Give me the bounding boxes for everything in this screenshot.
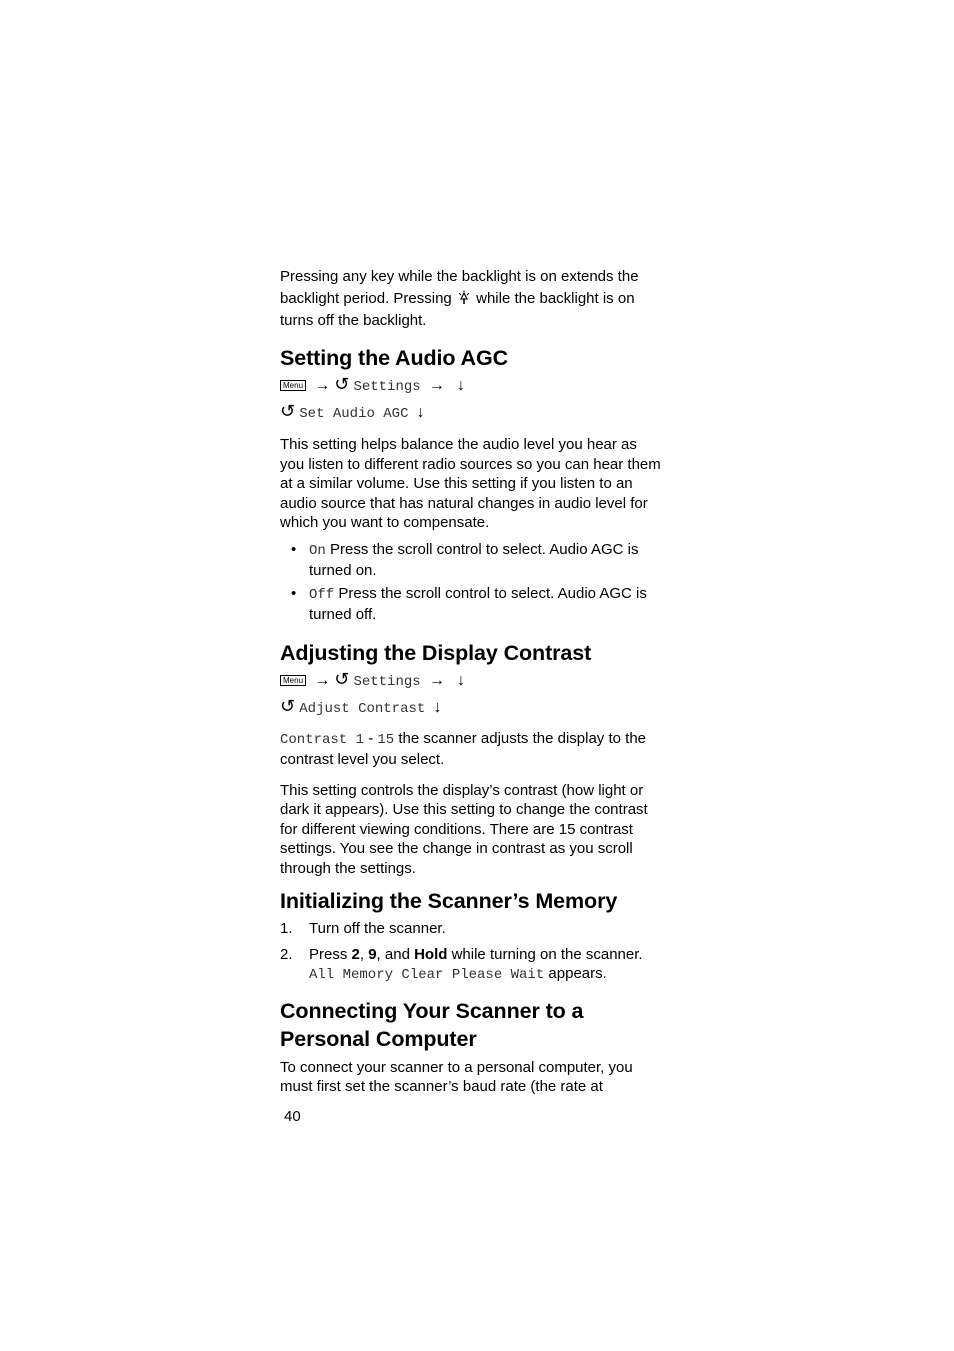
contrast-range-text: the scanner adjusts the display to the contrast level you select. [280, 729, 646, 768]
contrast-range-sep: - [368, 729, 374, 747]
backlight-icon [456, 290, 472, 306]
option-text: Press the scroll control to select. Audio AGC is turned off. [309, 584, 647, 623]
step-text: Press [309, 945, 348, 963]
key-9: 9 [368, 945, 377, 963]
intro-text-2: while the backlight is on turns off the backlight. [280, 290, 635, 329]
option-code: On [309, 542, 326, 559]
list-item [280, 945, 665, 986]
step-text: , and [376, 945, 410, 963]
option-code: Off [309, 586, 335, 603]
contrast-menu-path [280, 667, 665, 721]
contrast-description: This setting controls the display’s contrast (how light or dark it appears). Use this setting to change the contrast for different viewing conditions. There are 15 contrast settings. You see the change in contrast as you scroll through the settings. [280, 781, 648, 877]
step-text: , [359, 945, 365, 963]
step-text: appears. [548, 965, 607, 982]
step-text: while turning on the scanner. [451, 945, 643, 963]
agc-path-item: Set Audio AGC [299, 406, 409, 422]
arrow-right-icon: → [314, 671, 331, 689]
heading-audio-agc: Setting the Audio AGC [280, 346, 509, 370]
arrow-right-icon: → [314, 377, 331, 394]
heading-display-contrast: Adjusting the Display Contrast [280, 640, 592, 665]
arrow-down-icon: ↓ [433, 698, 442, 716]
contrast-path-item: Adjust Contrast [299, 700, 426, 717]
step-text: Turn off the scanner. [309, 920, 446, 937]
connect-text: To connect your scanner to a personal computer, you must first set the scanner’s baud rate (the rate at [280, 1058, 633, 1095]
heading-line: Connecting Your Scanner to a [280, 998, 584, 1023]
step-number: 2. [280, 945, 293, 963]
arrow-down-icon: ↓ [416, 404, 425, 421]
agc-description: This setting helps balance the audio level you hear as you listen to different radio sources so you can hear them at a similar volume. Use this setting if you listen to an audio source that has natural changes in audio level for which you want to compensate. [280, 436, 661, 531]
contrast-path-settings: Settings [353, 673, 421, 690]
display-message: All Memory Clear Please Wait [309, 967, 545, 983]
arrow-right-icon: → [428, 377, 445, 394]
heading-connect-pc [280, 997, 665, 1053]
agc-options-list [280, 540, 665, 625]
intro-text-1: Pressing any key while the backlight is on extends the backlight period. Pressing [280, 268, 639, 307]
intro-paragraph [280, 266, 665, 332]
agc-path-settings: Settings [353, 379, 421, 395]
page-content [280, 266, 665, 1097]
arrow-right-icon: → [428, 671, 445, 689]
agc-menu-path [280, 372, 665, 426]
step-number: 1. [280, 920, 293, 937]
heading-init-memory: Initializing the Scanner’s Memory [280, 889, 618, 913]
arrow-down-icon: ↓ [457, 377, 466, 394]
contrast-range-code: Contrast 1 [280, 731, 365, 748]
list-item: • On Press the scroll control to select. Audio AGC is turned on. [291, 540, 639, 579]
scroll-rotate-icon: ↺ [280, 695, 296, 716]
scroll-rotate-icon: ↺ [334, 668, 350, 689]
option-text: Press the scroll control to select. Audio AGC is turned on. [309, 540, 639, 579]
key-hold: Hold [414, 945, 448, 963]
memory-steps [280, 919, 665, 986]
menu-key-icon: Menu [280, 380, 306, 391]
contrast-range [280, 729, 665, 770]
page-number: 40 [284, 1108, 301, 1125]
menu-key-icon: Menu [280, 675, 306, 686]
key-2: 2 [351, 945, 360, 963]
heading-line: Personal Computer [280, 1026, 477, 1051]
arrow-down-icon: ↓ [457, 671, 466, 689]
list-item: • Off Press the scroll control to select. Audio AGC is turned off. [291, 584, 647, 623]
contrast-range-end: 15 [377, 731, 395, 748]
scroll-rotate-icon: ↺ [280, 401, 296, 421]
list-item [280, 919, 665, 939]
scroll-rotate-icon: ↺ [334, 374, 350, 394]
